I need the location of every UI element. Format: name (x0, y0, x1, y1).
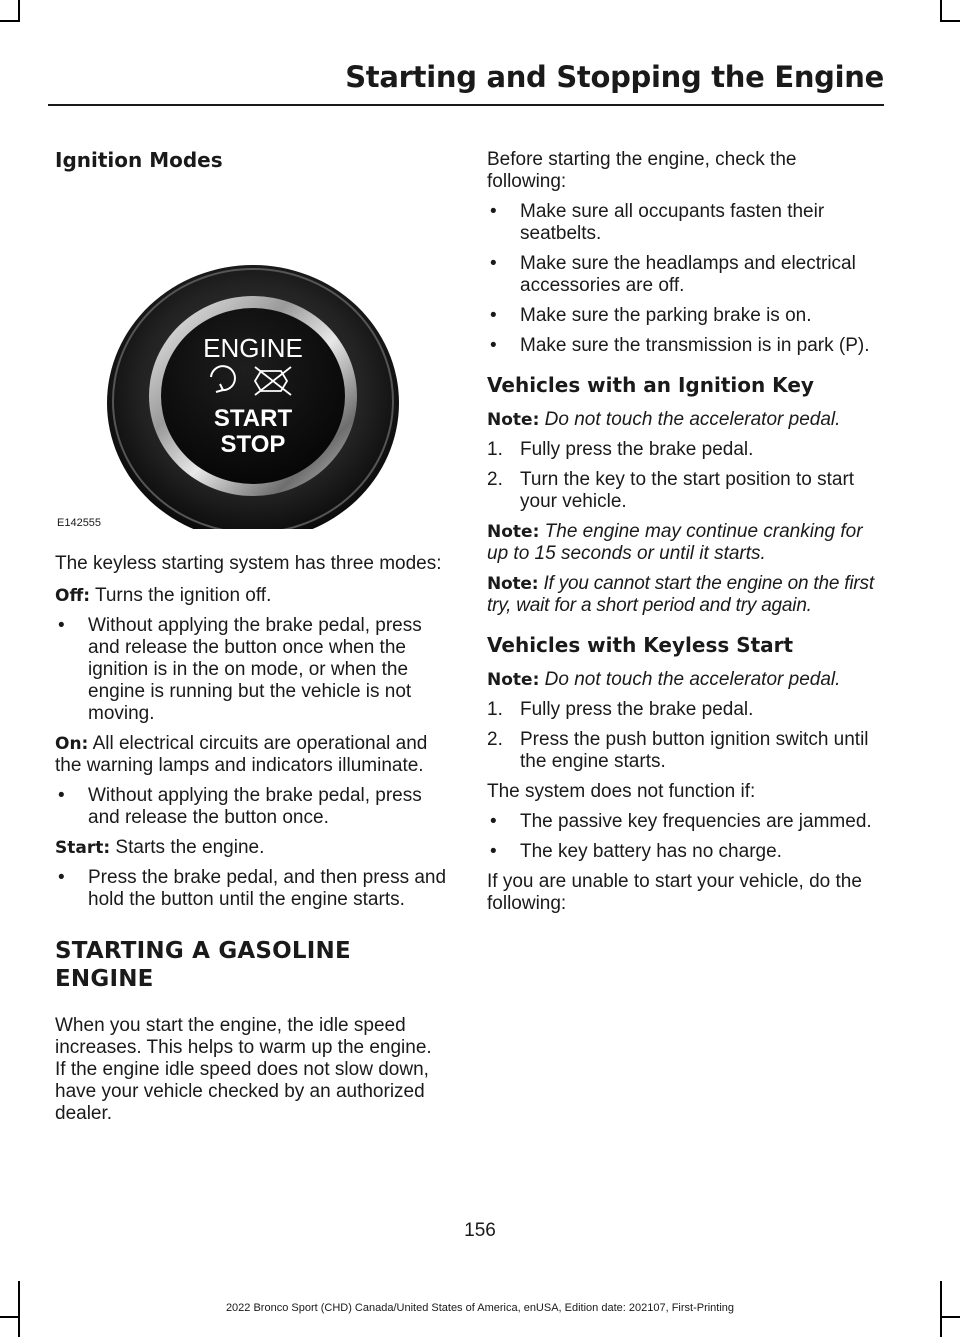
step-number: 2. (487, 729, 503, 750)
list-item: 2. Press the push button ignition switch until the engine starts. (487, 729, 869, 772)
list-item: • Make sure the headlamps and electrical accessories are off. (490, 253, 856, 296)
header-rule (48, 104, 884, 106)
bullet-marker: • (58, 867, 65, 888)
check-intro: Before starting the engine, check the following: (487, 149, 797, 192)
crop-mark (940, 1316, 960, 1318)
crop-mark (18, 0, 20, 22)
list-item: 2. Turn the key to the start position to start your vehicle. (487, 469, 855, 512)
mode-term: On: (55, 734, 89, 754)
bullet-marker: • (58, 785, 65, 806)
list-item: • Press the brake pedal, and then press and hold the button until the engine starts. (58, 867, 447, 910)
start-stop-button-illustration (55, 193, 447, 529)
right-column (487, 145, 879, 915)
crop-mark (0, 1316, 20, 1318)
keyless-intro: The keyless starting system has three modes: (55, 553, 442, 574)
note: Note: The engine may continue cranking for up to 15 seconds or until it starts. (487, 521, 863, 564)
bullet-marker: • (490, 253, 497, 274)
list-item: • The passive key frequencies are jammed. (490, 811, 872, 832)
crop-mark (940, 0, 942, 22)
bullet-marker: • (490, 811, 497, 832)
list-item: 1. Fully press the brake pedal. (487, 699, 754, 720)
mode-off (55, 585, 447, 607)
fail-intro: The system does not function if: (487, 781, 756, 802)
note: Note: Do not touch the accelerator pedal. (487, 409, 841, 430)
list-item: • Without applying the brake pedal, press and release the button once when the ignition is in the on mode, or when the engine is running but the vehicle is not moving. (58, 615, 422, 724)
mode-desc: Turns the ignition off. (90, 585, 272, 606)
list-item: 1. Fully press the brake pedal. (487, 439, 754, 460)
ignition-key-steps (487, 439, 879, 513)
list-item: • The key battery has no charge. (490, 841, 782, 862)
left-column (55, 145, 447, 1125)
mode-desc: All electrical circuits are operational and the warning lamps and indicators illuminate. (55, 733, 428, 776)
pre-start-checklist (487, 201, 879, 357)
mode-desc: Starts the engine. (110, 837, 265, 858)
page-number: 156 (464, 1220, 496, 1241)
fail-conditions (487, 811, 879, 863)
stop-label: STOP (220, 431, 286, 458)
engine-label: ENGINE (203, 333, 303, 363)
mode-off-bullets (55, 615, 447, 725)
bullet-marker: • (490, 841, 497, 862)
page-footer: 2022 Bronco Sport (CHD) Canada/United States of America, enUSA, Edition date: 202107, First-Printing (225, 1302, 735, 1314)
figure-id: E142555 (57, 517, 102, 529)
crop-mark (940, 20, 960, 22)
list-item: • Without applying the brake pedal, press and release the button once. (58, 785, 422, 828)
mode-start (55, 837, 447, 859)
mode-on-bullets (55, 785, 447, 829)
mode-term: Off: (55, 586, 91, 606)
keyless-start-steps (487, 699, 879, 773)
step-number: 1. (487, 439, 503, 460)
bullet-marker: • (490, 305, 497, 326)
start-label: START (213, 405, 293, 432)
step-number: 2. (487, 469, 503, 490)
list-item: • Make sure all occupants fasten their seatbelts. (490, 201, 825, 244)
list-item: • Make sure the transmission is in park (P). (490, 335, 870, 356)
section-title: STARTING A GASOLINE ENGINE (55, 938, 351, 992)
step-number: 1. (487, 699, 503, 720)
mode-term: Start: (55, 838, 111, 858)
bullet-marker: • (490, 335, 497, 356)
ignition-modes-heading: Ignition Modes (55, 148, 223, 172)
mode-start-bullets (55, 867, 447, 911)
start-stop-button-figure (55, 193, 447, 529)
ignition-key-heading: Vehicles with an Ignition Key (487, 373, 814, 397)
list-item: • Make sure the parking brake is on. (490, 305, 812, 326)
keyless-start-heading: Vehicles with Keyless Start (487, 633, 794, 657)
closing-text: If you are unable to start your vehicle, do the following: (487, 871, 862, 914)
mode-on (55, 733, 447, 777)
bullet-marker: • (490, 201, 497, 222)
note: Note: Do not touch the accelerator pedal. (487, 669, 841, 690)
bullet-marker: • (58, 615, 65, 636)
note: Note: If you cannot start the engine on the first try, wait for a short period and try again. (487, 573, 874, 616)
crop-mark (0, 20, 20, 22)
page-header-title: Starting and Stopping the Engine (345, 60, 884, 94)
section-body: When you start the engine, the idle speed increases. This helps to warm up the engine. If the engine idle speed does not slow down, have your vehicle checked by an authorized dealer. (55, 1015, 432, 1124)
